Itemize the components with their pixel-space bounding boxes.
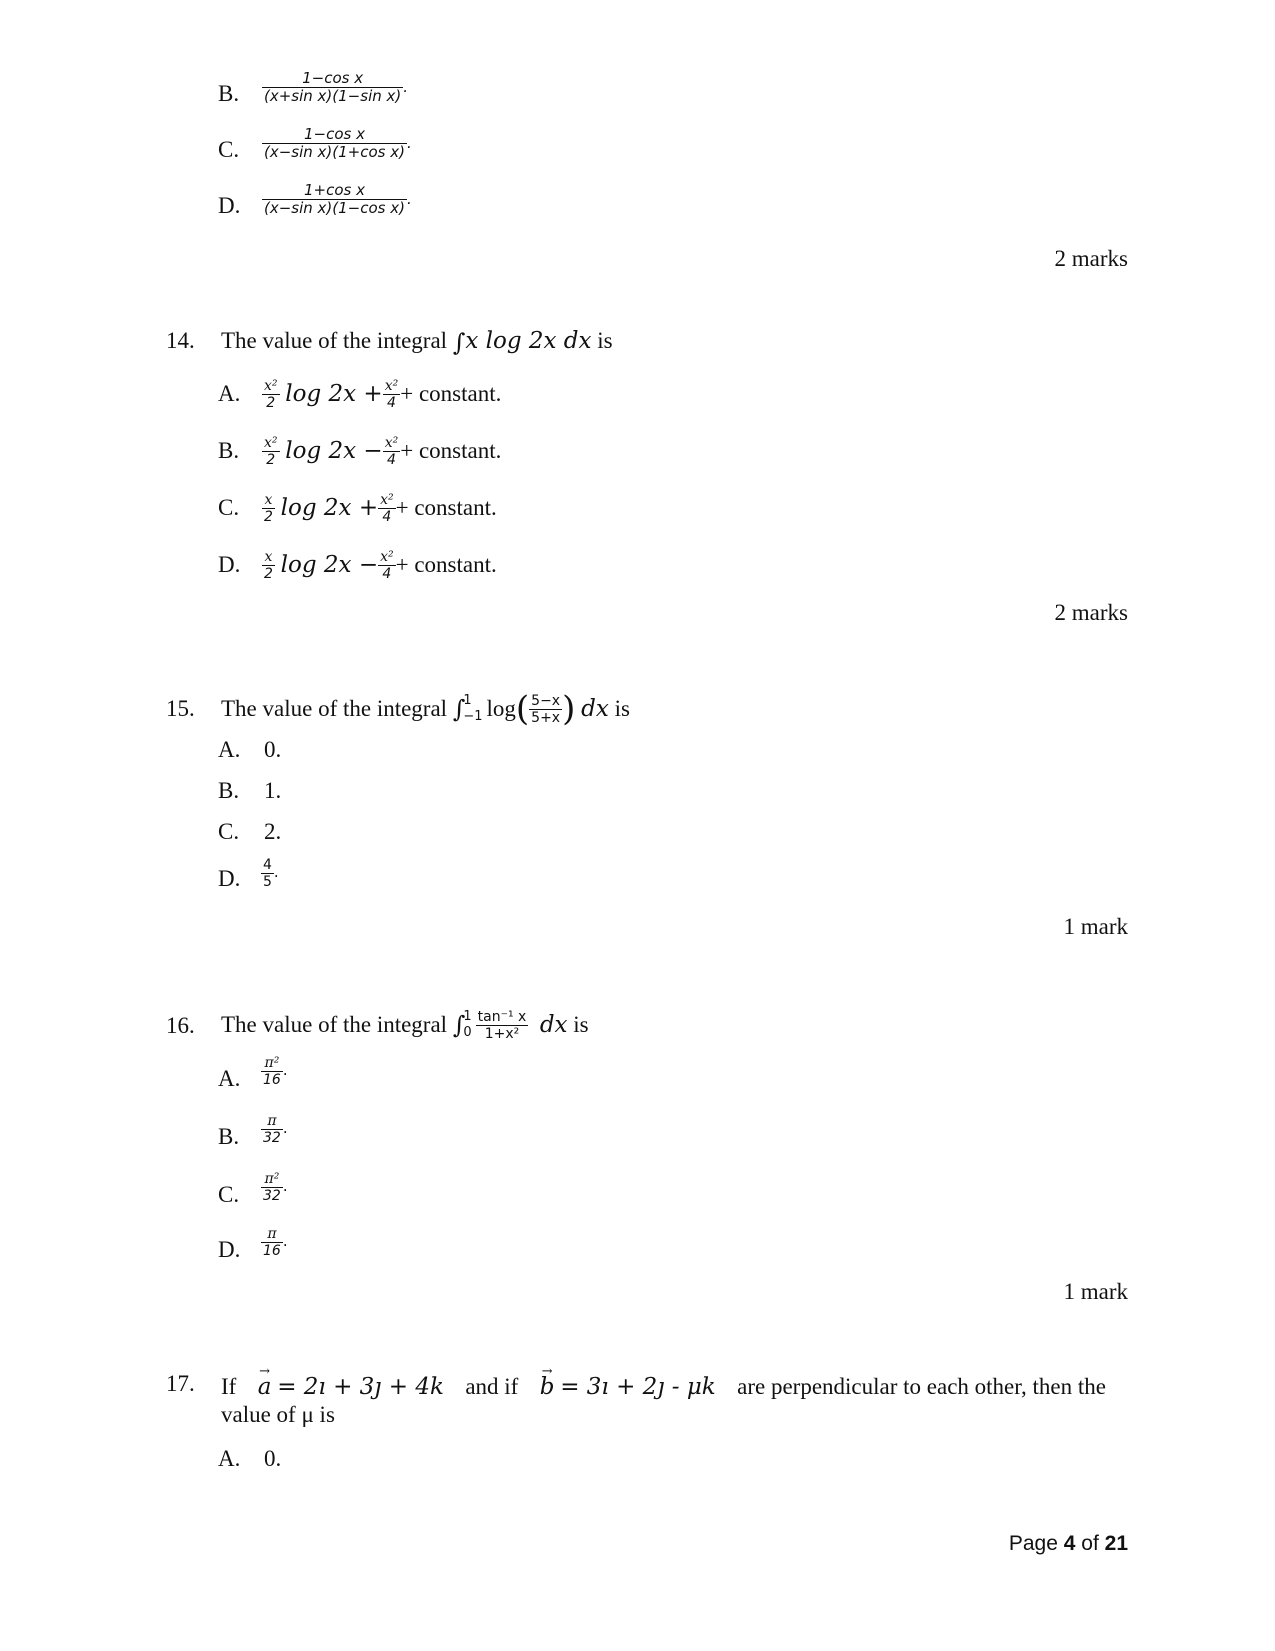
option-label: A.	[218, 737, 241, 762]
fraction-denominator: 5	[263, 874, 272, 890]
q17-number: 17.	[166, 1371, 195, 1396]
option-value: 0.	[264, 1446, 282, 1471]
fraction-numerator: π²	[264, 1171, 280, 1187]
fraction-denominator: 2	[264, 508, 273, 525]
fraction-numerator: x²	[384, 377, 399, 394]
option-middle: log 2x −	[280, 552, 379, 578]
option-label: D.	[218, 193, 241, 218]
q15-dx: dx	[581, 696, 609, 722]
fraction-denominator: 2	[266, 394, 276, 411]
fraction-denominator: 16	[263, 1072, 281, 1088]
q15-marks: 1 mark	[1063, 914, 1128, 939]
fraction-numerator: π	[267, 1113, 277, 1129]
q15-text: The value of the integral	[221, 696, 448, 721]
fraction-numerator: x²	[264, 434, 278, 451]
fraction-numerator: x²	[384, 434, 399, 451]
q15-suffix: is	[614, 696, 630, 721]
q17-stem-line2: value of μ is	[221, 1402, 335, 1427]
fraction-denominator: 4	[382, 508, 392, 525]
page-word: Page	[1008, 1532, 1058, 1555]
option-label: A.	[218, 1446, 241, 1471]
fraction-numerator: x	[264, 491, 273, 508]
current-page: 4	[1063, 1532, 1076, 1555]
q15-number: 15.	[166, 696, 195, 721]
fraction-denominator: (x+sin x)(1−sin x)	[264, 87, 402, 105]
q14-number: 14.	[166, 328, 195, 353]
option-middle: log 2x +	[280, 495, 379, 521]
option-label: B.	[218, 81, 240, 106]
option-label: C.	[218, 1182, 240, 1207]
option-middle: log 2x −	[285, 438, 383, 464]
fraction-denominator: 2	[264, 565, 273, 582]
option-label: C.	[218, 137, 240, 162]
vector-b-expression: = 3ı + 2ȷ - μk	[560, 1374, 716, 1400]
q15-upper-limit: 1	[463, 693, 472, 708]
q13-marks: 2 marks	[1054, 246, 1128, 271]
q17-if: If	[221, 1374, 237, 1399]
option-value: 1.	[264, 778, 282, 803]
option-tail: + constant.	[400, 381, 502, 406]
fraction-numerator: 5−x	[531, 692, 561, 709]
fraction-numerator: 4	[263, 857, 272, 873]
q14-text: The value of the integral	[221, 328, 448, 353]
fraction-denominator: 32	[263, 1130, 281, 1146]
q14-stem: The value of the integral ∫x log 2x dx is	[221, 328, 613, 357]
fraction-numerator: 1−cos x	[303, 125, 365, 143]
fraction-numerator: 1+cos x	[303, 181, 365, 199]
q14-integrand: x log 2x dx	[465, 328, 592, 354]
fraction-numerator: π	[267, 1226, 277, 1242]
option-label: C.	[218, 495, 240, 520]
q17-and-if: and if	[465, 1374, 519, 1399]
vector-a-expression: = 2ı + 3ȷ + 4k	[277, 1374, 444, 1400]
q15-lower-limit: −1	[463, 709, 483, 724]
fraction-numerator: x²	[380, 491, 394, 508]
fraction-denominator: 2	[266, 451, 276, 468]
option-label: A.	[218, 381, 241, 406]
option-tail: + constant.	[395, 495, 497, 520]
of-word: of	[1081, 1532, 1099, 1555]
option-label: D.	[218, 552, 241, 577]
total-pages: 21	[1104, 1532, 1128, 1555]
fraction-denominator: 16	[263, 1243, 281, 1259]
fraction-numerator: x	[264, 548, 273, 565]
option-middle: log 2x +	[285, 381, 383, 407]
option-label: B.	[218, 438, 240, 463]
fraction-numerator: π²	[264, 1055, 280, 1071]
fraction-numerator: x²	[264, 377, 278, 394]
vector-a: → a	[258, 1373, 272, 1401]
option-label: D.	[218, 1237, 241, 1262]
fraction-denominator: (x−sin x)(1+cos x)	[264, 143, 405, 161]
fraction-numerator: x²	[380, 548, 394, 565]
option-label: A.	[218, 1066, 241, 1091]
option-label: D.	[218, 866, 241, 891]
q16-number: 16.	[166, 1013, 195, 1038]
fraction-denominator: 1+x²	[484, 1025, 520, 1042]
q15-log: log	[486, 696, 516, 721]
q16-suffix: is	[573, 1012, 589, 1037]
option-label: B.	[218, 778, 240, 803]
q17-rest: are perpendicular to each other, then the	[737, 1374, 1106, 1399]
fraction-denominator: 4	[387, 451, 396, 468]
q14-suffix: is	[597, 328, 613, 353]
fraction-denominator: (x−sin x)(1−cos x)	[264, 199, 405, 217]
q16-upper-limit: 1	[463, 1009, 472, 1024]
fraction-numerator: tan⁻¹ x	[477, 1008, 527, 1025]
fraction-numerator: 1−cos x	[302, 69, 364, 87]
q16-text: The value of the integral	[221, 1012, 448, 1037]
option-tail: + constant.	[395, 552, 497, 577]
page-footer	[1009, 1532, 1128, 1556]
q14-marks: 2 marks	[1054, 600, 1128, 625]
option-label: B.	[218, 1124, 240, 1149]
q16-dx: dx	[539, 1012, 568, 1038]
option-tail: + constant.	[400, 438, 502, 463]
fraction-denominator: 32	[263, 1188, 281, 1204]
q16-lower-limit: 0	[463, 1025, 472, 1040]
q16-marks: 1 mark	[1063, 1279, 1128, 1304]
q17-stem-line1	[221, 1373, 1106, 1401]
q15-stem: The value of the integral ∫ 1 −1 log ( $\frac{5-x}{5+x}$ ) dx is	[221, 689, 630, 729]
fraction-denominator: 4	[382, 565, 392, 582]
fraction-denominator: 5+x	[531, 709, 561, 726]
option-value: 0.	[264, 737, 282, 762]
option-value: 2.	[264, 819, 282, 844]
q16-stem: The value of the integral ∫ 1 0 $\frac{\text{tan⁻¹ x}}{\text{1+x²}}$ dx is	[221, 1008, 589, 1042]
fraction-denominator: 4	[387, 394, 396, 411]
vector-b: → b	[540, 1373, 555, 1401]
option-label: C.	[218, 819, 240, 844]
